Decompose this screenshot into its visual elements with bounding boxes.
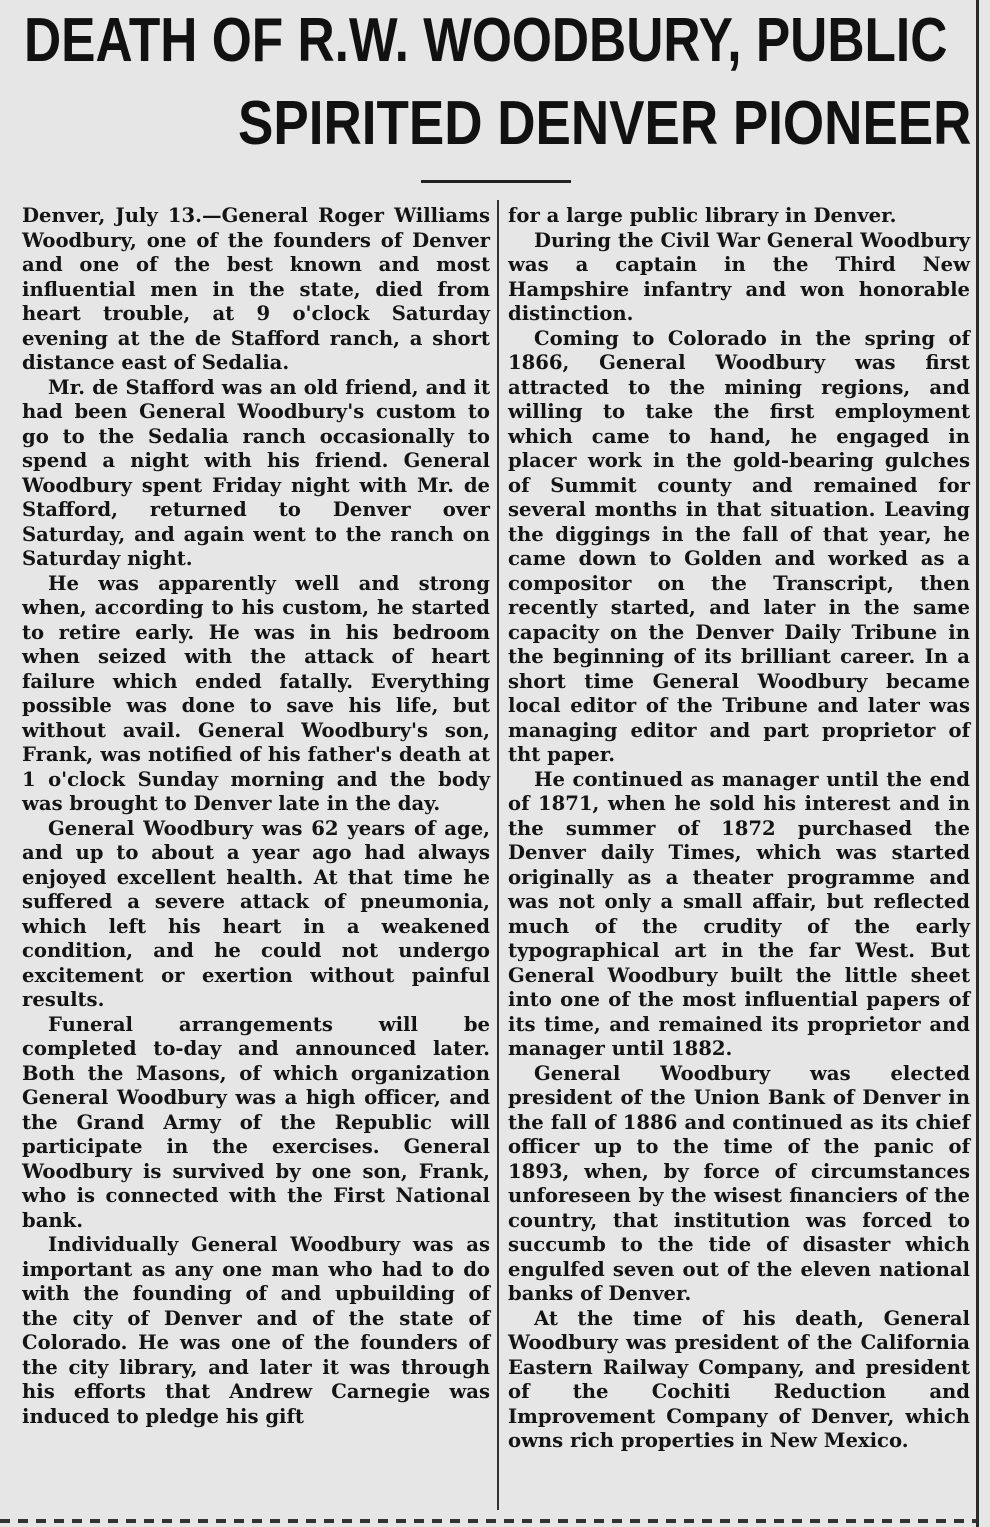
headline-divider [421, 180, 571, 183]
column-divider [497, 200, 499, 1510]
article-column-right [508, 204, 970, 1454]
paragraph-age-health: General Woodbury was 62 years of age, and up to about a year ago had always enjoyed excellent health. At that time he suffered a severe attack of pneumonia, which left his heart in a weakened condition, and he could not undergo excitement or exertion without painful results. [22, 816, 490, 1011]
bottom-dashed-rule [0, 1519, 976, 1523]
right-border-rule [976, 0, 979, 1527]
headline [0, 0, 976, 170]
paragraph-library: Individually General Woodbury was as important as any one man who had to do with the founding of and upbuilding of the city of Denver and of the state of Colorado. He was one of the founders of the city library, and later it was through his efforts that Andrew Carnegie was induced to pledge his gift [22, 1233, 490, 1428]
article-column-left [22, 204, 490, 1429]
paragraph-colorado-career: Coming to Colorado in the spring of 1866, General Woodbury was first attracted to the mining regions, and willing to take the first employment which came to hand, he engaged in placer work in the gold-bearing gulches of Summit county and remained for several months in that situation. Leaving the diggings in the fall of that year, he came down to Golden and worked as a compositor on the Transcript, then recently started, and later in the same capacity on the Denver Daily Tribune in the beginning of its brilliant career. In a short time General Woodbury became local editor of the Tribune and later was managing editor and part proprietor of tht paper. [508, 326, 970, 766]
paragraph-stafford-friend: Mr. de Stafford was an old friend, and it had been General Woodbury's custom to go to the Sedalia ranch occasionally to spend a night with his friend. General Woodbury spent Friday night with Mr. de Stafford, returned to Denver over Saturday, and again went to the ranch on Saturday night. [22, 375, 490, 570]
paragraph-library-continued: for a large public library in Denver. [508, 204, 897, 227]
paragraph-heart-failure: He was apparently well and strong when, according to his custom, he started to retire early. He was in his bedroom when seized with the attack of heart failure which ended fatally. Everything possible was done to save his life, but without avail. General Woodbury's son, Frank, was notified of his father's death at 1 o'clock Sunday morning and the body was brought to Denver late in the day. [22, 571, 490, 815]
paragraph-dateline: Denver, July 13.—General Roger Williams Woodbury, one of the founders of Denver and one of the best known and most influential men in the state, died from heart trouble, at 9 o'clock Saturday evening at the de Stafford ranch, a short distance east of Sedalia. [22, 204, 490, 374]
headline-line-2: SPIRITED DENVER PIONEER [238, 89, 972, 158]
paragraph-civil-war: During the Civil War General Woodbury was a captain in the Third New Hampshire infantry and won honorable distinction. [508, 228, 970, 325]
headline-line-1: DEATH OF R.W. WOODBURY, PUBLIC [24, 6, 948, 75]
paragraph-funeral: Funeral arrangements will be completed to-day and announced later. Both the Masons, of which organization General Woodbury was a high officer, and the Grand Army of the Republic will participate in the exercises. General Woodbury is survived by one son, Frank, who is connected with the First National bank. [22, 1012, 490, 1232]
paragraph-union-bank: General Woodbury was elected president of the Union Bank of Denver in the fall of 1886 and continued as its chief officer up to the time of the panic of 1893, when, by force of circumstances unforeseen by the wisest financiers of the country, that institution was forced to succumb to the tide of disaster which engulfed seven out of the eleven national banks of Denver. [508, 1061, 970, 1305]
paragraph-railway: At the time of his death, General Woodbury was president of the California Eastern Railway Company, and president of the Cochiti Reduction and Improvement Company of Denver, which owns rich properties in New Mexico. [508, 1306, 970, 1452]
paragraph-denver-times: He continued as manager until the end of 1871, when he sold his interest and in the summer of 1872 purchased the Denver daily Times, which was started originally as a theater programme and was not only a small affair, but reflected much of the crudity of the early typographical art in the far West. But General Woodbury built the little sheet into one of the most influential papers of its time, and remained its proprietor and manager until 1882. [508, 767, 970, 1060]
